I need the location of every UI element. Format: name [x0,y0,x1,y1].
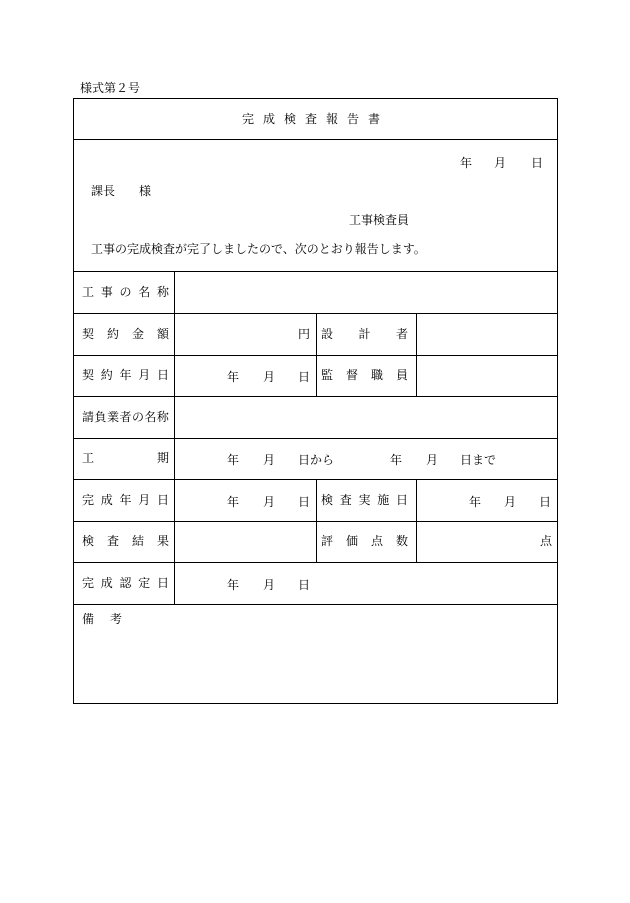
label-remarks [82,612,122,626]
label-contract-amount-char: 契 [82,327,95,341]
label-supervisor-char: 督 [345,368,358,382]
label-work-name-char: 事 [100,285,113,299]
label-period [82,451,169,465]
label-work-name [82,285,169,299]
label-supervisor-char: 職 [370,368,383,382]
label-contract-date-char: 月 [138,368,151,382]
label-period-char: 工 [82,451,95,465]
rule-right-column-a [416,313,417,396]
label-contract-date-char: 約 [100,368,113,382]
rule-title [74,139,557,140]
rule-row-3 [74,396,557,397]
label-contract-amount-char: 額 [156,327,169,341]
period-start-month: 月 [263,453,276,467]
label-designer-char: 者 [395,327,408,341]
period-end-day: 日まで [460,453,497,467]
approval-month: 月 [263,578,276,592]
addressee-title: 課長 [91,184,116,198]
report-date-month: 月 [494,156,507,170]
label-completion-date-char: 年 [119,493,132,507]
report-date-year: 年 [460,156,473,170]
label-inspection-date [321,493,408,507]
points-unit: 点 [540,534,553,548]
report-title: 完成検査報告書 [241,112,389,126]
form-number: 様式第２号 [80,81,141,95]
label-remarks-char: 備 [82,612,95,626]
contract-date-year: 年 [227,370,240,384]
label-completion-date-char: 成 [100,493,113,507]
label-approval-date [82,576,169,590]
rule-intro [74,271,557,272]
label-contractor-name-char: 負 [94,410,107,424]
label-score-char: 価 [345,534,358,548]
label-approval-date-char: 定 [138,576,151,590]
label-approval-date-char: 日 [156,576,169,590]
label-inspection-date-char: 日 [395,493,408,507]
label-supervisor-char: 員 [395,368,408,382]
label-inspection-result-char: 査 [106,534,119,548]
label-score-char: 評 [321,534,334,548]
label-inspection-date-char: 施 [377,493,390,507]
inspector-label: 工事検査員 [349,213,410,227]
label-completion-date [82,493,169,507]
label-contract-amount [82,327,169,341]
label-contract-date-char: 契 [82,368,95,382]
completion-day: 日 [298,495,311,509]
label-inspection-result-char: 検 [82,534,95,548]
report-form [73,98,558,704]
label-approval-date-char: 認 [119,576,132,590]
label-approval-date-char: 完 [82,576,95,590]
label-inspection-result [82,534,169,548]
inspection-year: 年 [469,495,482,509]
inspection-day: 日 [539,495,552,509]
report-date-day: 日 [531,156,544,170]
label-contractor-name-char: 業 [106,410,119,424]
label-contract-amount-char: 金 [131,327,144,341]
label-supervisor-char: 監 [321,368,334,382]
rule-mid-column-a [316,313,317,396]
label-designer-char: 設 [321,327,334,341]
contract-date-day: 日 [298,370,311,384]
label-completion-date-char: 日 [156,493,169,507]
label-inspection-date-char: 検 [321,493,334,507]
label-inspection-date-char: 実 [358,493,371,507]
rule-row-4 [74,438,557,439]
label-designer-char: 計 [358,327,371,341]
addressee-honorific: 様 [139,184,152,198]
label-contractor-name-char: 者 [119,410,132,424]
label-inspection-date-char: 査 [339,493,352,507]
approval-day: 日 [298,578,311,592]
rule-mid-column-b [316,479,317,562]
label-work-name-char: の [119,285,132,299]
label-work-name-char: 工 [82,285,95,299]
label-contractor-name-char: 称 [156,410,169,424]
label-contractor-name-char: 名 [144,410,157,424]
label-designer [321,327,408,341]
label-period-char: 期 [156,451,169,465]
label-remarks-char: 考 [109,612,122,626]
completion-month: 月 [263,495,276,509]
rule-label-column [174,271,175,604]
yen-unit: 円 [298,327,311,341]
label-score-char: 点 [370,534,383,548]
contract-date-month: 月 [263,370,276,384]
report-message: 工事の完成検査が完了しましたので、次のとおり報告します。 [91,242,426,256]
label-contractor-name [82,410,169,424]
label-contractor-name-char: 請 [82,410,95,424]
label-work-name-char: 称 [156,285,169,299]
label-contract-amount-char: 約 [106,327,119,341]
label-inspection-result-char: 果 [156,534,169,548]
period-start-year: 年 [227,453,240,467]
report-date [74,154,557,168]
inspection-month: 月 [504,495,517,509]
period-end-month: 月 [426,453,439,467]
rule-right-column-b [416,479,417,562]
label-score-char: 数 [395,534,408,548]
label-approval-date-char: 成 [100,576,113,590]
label-contract-date [82,368,169,382]
period-end-year: 年 [390,453,403,467]
label-score [321,534,408,548]
label-inspection-result-char: 結 [131,534,144,548]
label-contract-date-char: 日 [156,368,169,382]
period-start-day: 日から [298,453,335,467]
rule-row-7 [74,562,557,563]
label-completion-date-char: 完 [82,493,95,507]
completion-year: 年 [227,495,240,509]
label-work-name-char: 名 [138,285,151,299]
approval-year: 年 [227,578,240,592]
label-completion-date-char: 月 [138,493,151,507]
rule-row-8 [74,604,557,605]
label-supervisor [321,368,408,382]
label-contractor-name-char: の [131,410,144,424]
label-contract-date-char: 年 [119,368,132,382]
